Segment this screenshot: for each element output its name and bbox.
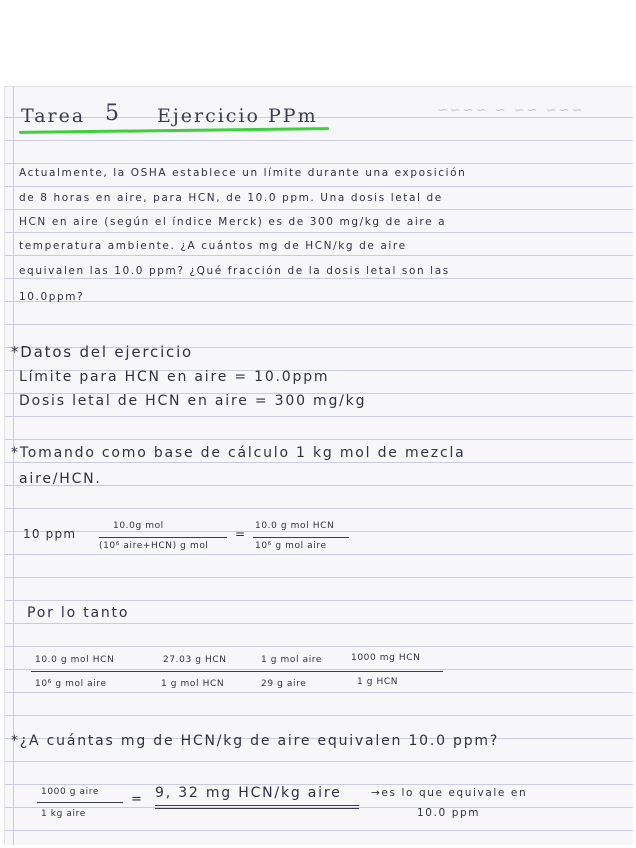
eq2-numerator-2: 27.03 g HCN: [163, 655, 227, 665]
page-margin-line: [13, 87, 14, 845]
eq2-numerator-3: 1 g mol aire: [261, 655, 323, 665]
eq2-denominator-1: 10⁶ g mol aire: [35, 679, 107, 689]
answer-equals: =: [131, 792, 144, 807]
eq1-denominator-1: (10⁶ aire+HCN) g mol: [99, 541, 209, 551]
answer-result-underline-2: [155, 808, 359, 809]
eq2-denominator-2: 1 g mol HCN: [161, 679, 225, 689]
problem-line-5: equivalen las 10.0 ppm? ¿Qué fracción de la dosis letal son las: [19, 265, 450, 277]
eq2-denominator-3: 29 g aire: [261, 679, 307, 689]
bleed-through-marks: ~~~ ~~ ~ ~~~~: [435, 103, 583, 118]
problem-line-2: de 8 horas en aire, para HCN, de 10.0 ppm. Una dosis letal de: [19, 192, 443, 204]
data-limit-line: Límite para HCN en aire = 10.0ppm: [19, 369, 330, 385]
eq1-denominator-2: 10⁶ g mol aire: [255, 541, 327, 551]
data-heading: *Datos del ejercicio: [11, 343, 194, 361]
basis-line-1: *Tomando como base de cálculo 1 kg mol de mezcla: [11, 445, 466, 461]
eq1-equals: =: [235, 527, 247, 541]
answer-tail: 10.0 ppm: [417, 807, 481, 819]
eq1-fraction-bar-2: [253, 537, 349, 538]
answer-result-underline-1: [155, 805, 359, 806]
problem-line-3: HCN en aire (según el índice Merck) es de 300 mg/kg de aire a: [19, 216, 447, 228]
problem-line-4: temperatura ambiente. ¿A cuántos mg de HCN/kg de aire: [19, 240, 407, 252]
problem-line-1: Actualmente, la OSHA establece un límite durante una exposición: [19, 167, 467, 179]
data-lethal-line: Dosis letal de HCN en aire = 300 mg/kg: [19, 393, 367, 409]
eq2-denominator-4: 1 g HCN: [357, 677, 399, 687]
page-title-tarea: Tarea: [21, 105, 86, 127]
eq2-fraction-bar: [31, 671, 443, 672]
answer-result: 9, 32 mg HCN/kg aire: [155, 785, 342, 801]
problem-line-6: 10.0ppm?: [19, 291, 85, 303]
eq1-lhs: 10 ppm: [23, 527, 77, 541]
notebook-page: [4, 86, 633, 845]
por-lo-tanto: Por lo tanto: [27, 605, 130, 621]
question-line: *¿A cuántas mg de HCN/kg de aire equivalen 10.0 ppm?: [11, 733, 500, 749]
answer-fraction-bar: [37, 802, 123, 803]
page-title-number: 5: [105, 101, 121, 126]
answer-arrow-text: →es lo que equivale en: [371, 787, 528, 799]
page-title-exercise: Ejercicio PPm: [157, 105, 318, 127]
eq1-fraction-bar-1: [99, 537, 227, 538]
answer-denominator: 1 kg aire: [41, 809, 86, 819]
eq1-numerator-2: 10.0 g mol HCN: [255, 521, 335, 531]
title-underline: [19, 127, 329, 134]
eq2-numerator-4: 1000 mg HCN: [351, 653, 421, 663]
answer-numerator: 1000 g aire: [41, 787, 99, 797]
basis-line-2: aire/HCN.: [19, 471, 102, 487]
eq1-numerator-1: 10.0g mol: [113, 521, 164, 531]
eq2-numerator-1: 10.0 g mol HCN: [35, 655, 115, 665]
